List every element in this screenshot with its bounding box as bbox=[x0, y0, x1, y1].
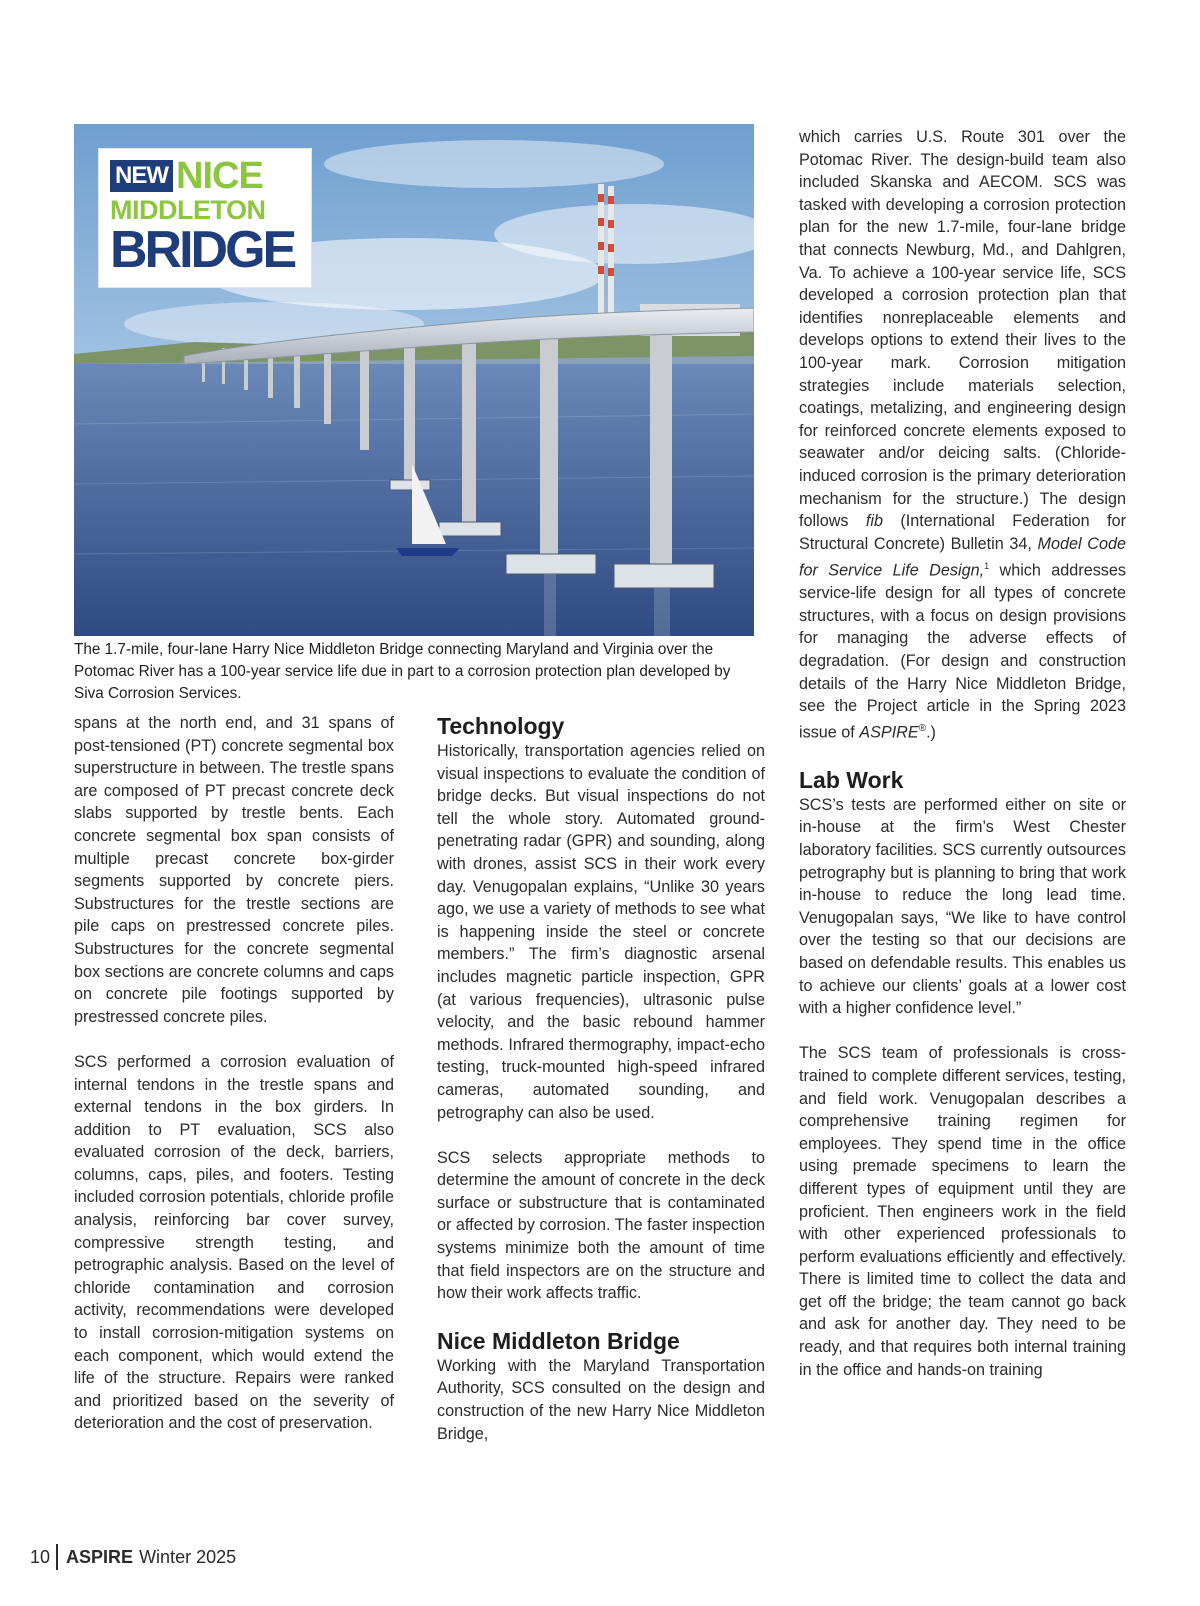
paragraph: which carries U.S. Route 301 over the Potomac River. The design-build team also included Skanska and AECOM. SCS was tasked with developing a corrosion protection plan for the new 1.7-mile, four-lane bridge that connects Newburg, Md., and Dahlgren, Va. To achieve a 100-year service life, SCS developed a corrosion protection plan that identifies nonreplaceable elements and develops options to extend their lives to the 100-year mark. Corrosion mitigation strategies include materials selection, coatings, metalizing, and engineering design for reinforced concrete elements exposed to seawater and/or deicing salts. (Chloride-induced corrosion is the primary deterioration mechanism for the structure.) The design follows fib (International Federation for Structural Concrete) Bulletin 34, Model Code for Service Life Design,$^1$ which addresses service-life design for all types of concrete structures, with a focus on design provisions for managing the adverse effects of degradation. (For design and construction details of the Harry Nice Middleton Bridge, see the Project article in the Spring 2023 issue of ASPIRE®.) bbox=[799, 128, 1126, 742]
new-nice-middleton-bridge-logo bbox=[98, 148, 312, 288]
page-footer bbox=[30, 1540, 236, 1574]
column-1 bbox=[74, 712, 394, 1435]
paragraph: spans at the north end, and 31 spans of post-tensioned (PT) concrete segmental box superstructure in between. The trestle spans are composed of PT precast concrete deck slabs supported by trestle bents. Each concrete segmental box span consists of multiple precast concrete box-girder segments supported by concrete piers. Substructures for the trestle sections are pile caps on prestressed concrete piles. Substructures for the concrete segmental box sections are concrete columns and caps on concrete pile footings supported by prestressed concrete piles. bbox=[74, 714, 394, 1026]
logo-new: NEW bbox=[110, 160, 173, 192]
logo-bridge: BRIDGE bbox=[110, 221, 295, 279]
bridge-photo bbox=[74, 124, 754, 636]
heading-lab-work: Lab Work bbox=[799, 766, 904, 793]
paragraph: SCS performed a corrosion evaluation of internal tendons in the trestle spans and external tendons in the box girders. In addition to PT evaluation, SCS also evaluated corrosion of the deck, barriers, columns, caps, piles, and footers. Testing included corrosion potentials, chloride profile analysis, reinforcing bar cover survey, compressive strength testing, and petrographic analysis. Based on the level of chloride contamination and corrosion activity, recommendations were developed to install corrosion-mitigation systems on each component, which would extend the life of the structure. Repairs were ranked and prioritized based on the severity of deterioration and the cost of preservation. bbox=[74, 1052, 394, 1433]
magazine-name: ASPIRE bbox=[66, 1546, 134, 1567]
paragraph: Historically, transportation agencies relied on visual inspections to evaluate the condition of bridge decks. But visual inspections do not tell the whole story. Automated ground-penetrating radar (GPR) and sounding, along with drones, assist SCS in their work every day. Venugopalan explains, “Unlike 30 years ago, we use a variety of methods to see what is happening inside the steel or concrete members.” The firm’s diagnostic arsenal includes magnetic particle inspection, GPR (at various frequencies), ultrasonic pulse velocity, and the basic rebound hammer methods. Infrared thermography, impact-echo testing, truck-mounted high-speed infrared cameras, automated sounding, and petrography can also be used. bbox=[437, 742, 765, 1122]
heading-technology: Technology bbox=[437, 713, 565, 739]
logo-nice: NICE bbox=[176, 155, 263, 197]
page-number: 10 bbox=[30, 1546, 51, 1567]
paragraph: SCS’s tests are performed either on site or in-house at the firm’s West Chester laboratory facilities. SCS currently outsources petrography but is planning to bring that work in-house to reduce the long lead time. Venugopalan says, “We like to have control over the testing so that our decisions are based on defendable results. This enables us to achieve our clients’ goals at a lower cost with a higher confidence level.” bbox=[799, 795, 1126, 1018]
paragraph: The SCS team of professionals is cross-trained to complete different services, testing, and field work. Venugopalan describes a comprehensive training regimen for employees. They spend time in the office using premade specimens to learn the different types of equipment until they are proficient. Then engineers work in the field with other experienced professionals to perform evaluations efficiently and effectively. There is limited time to collect the data and get off the bridge; the team cannot go back and ask for another day. They need to be ready, and that requires both internal training in the office and hands-on training bbox=[799, 1044, 1126, 1379]
column-3 bbox=[799, 126, 1126, 1381]
paragraph: Working with the Maryland Transportation Authority, SCS consulted on the design and construction of the new Harry Nice Middleton Bridge, bbox=[437, 1356, 765, 1443]
logo-middleton: MIDDLETON bbox=[110, 195, 266, 225]
paragraph: SCS selects appropriate methods to determine the amount of concrete in the deck surface or substructure that is contaminated or affected by corrosion. The faster inspection systems minimize both the amount of time that field inspectors are on the structure and how their work affects traffic. bbox=[437, 1148, 765, 1303]
column-2 bbox=[437, 712, 765, 1445]
heading-nice-middleton-bridge: Nice Middleton Bridge bbox=[437, 1327, 680, 1354]
issue-label: Winter 2025 bbox=[139, 1546, 237, 1567]
footer-divider bbox=[56, 1544, 58, 1570]
photo-caption: The 1.7-mile, four-lane Harry Nice Middleton Bridge connecting Maryland and Virginia over the Potomac River has a 100-year service life due in part to a corrosion protection plan developed by Siva Corrosion Services. bbox=[74, 641, 731, 702]
